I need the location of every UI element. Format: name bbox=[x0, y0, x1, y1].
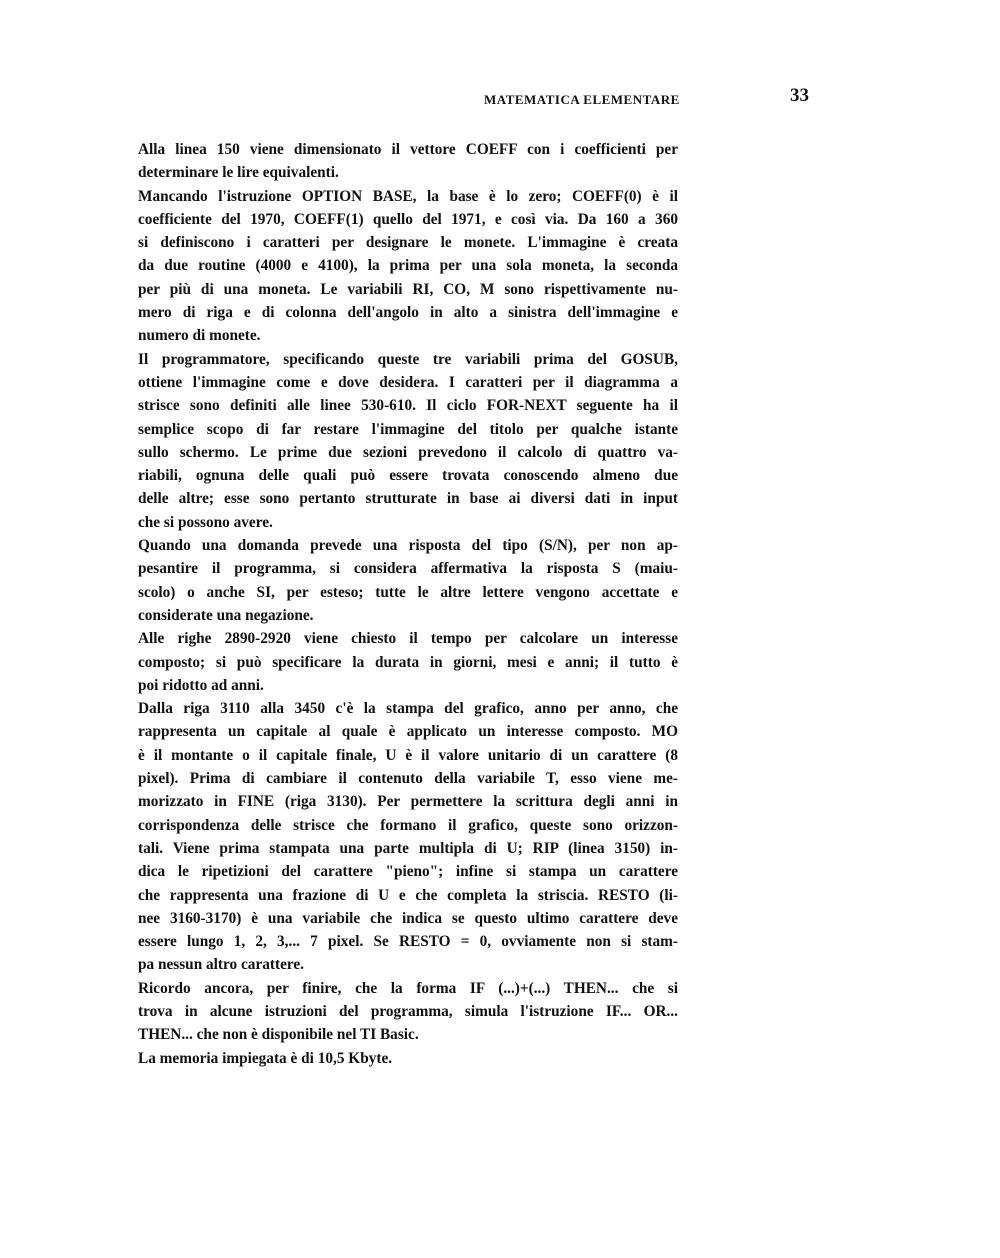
paragraph bbox=[138, 534, 678, 627]
text-line: da due routine (4000 e 4100), la prima per una sola moneta, la seconda bbox=[138, 257, 678, 275]
text-line: pesantire il programma, si considera affermativa la risposta S (maiu- bbox=[138, 560, 678, 578]
text-line: morizzato in FINE (riga 3130). Per permettere la scrittura degli anni in bbox=[138, 793, 678, 811]
text-line: Alla linea 150 viene dimensionato il vettore COEFF con i coefficienti per bbox=[138, 141, 678, 158]
paragraph bbox=[138, 627, 678, 697]
text-line: Il programmatore, specificando queste tre variabili prima del GOSUB, bbox=[138, 350, 678, 368]
body-text bbox=[138, 138, 678, 1070]
paragraph bbox=[138, 348, 678, 534]
text-line: determinare le lire equivalenti. bbox=[138, 164, 339, 182]
text-line: Quando una domanda prevede una risposta del tipo (S/N), per non ap- bbox=[138, 537, 678, 555]
text-line: strisce sono definiti alle linee 530-610. Il ciclo FOR-NEXT seguente ha il bbox=[138, 397, 678, 415]
text-line: dica le ripetizioni del carattere "pieno"; infine si stampa un carattere bbox=[138, 863, 678, 881]
text-line: Mancando l'istruzione OPTION BASE, la base è lo zero; COEFF(0) è il bbox=[138, 187, 678, 205]
text-line: rappresenta un capitale al quale è applicato un interesse composto. MO bbox=[138, 723, 678, 741]
text-line: è il montante o il capitale finale, U è il valore unitario di un carattere (8 bbox=[138, 746, 678, 764]
running-head: MATEMATICA ELEMENTARE bbox=[484, 92, 680, 107]
text-line: trova in alcune istruzioni del programma, simula l'istruzione IF... OR... bbox=[138, 1002, 678, 1020]
text-line: THEN... che non è disponibile nel TI Basic. bbox=[138, 1026, 419, 1044]
text-line: semplice scopo di far restare l'immagine del titolo per qualche istante bbox=[138, 420, 678, 438]
text-line: pa nessun altro carattere. bbox=[138, 956, 304, 974]
text-line: Alle righe 2890-2920 viene chiesto il tempo per calcolare un interesse bbox=[138, 630, 678, 648]
text-line: poi ridotto ad anni. bbox=[138, 676, 264, 694]
page-number: 33 bbox=[790, 85, 809, 106]
text-line: composto; si può specificare la durata in giorni, mesi e anni; il tutto è bbox=[138, 653, 678, 671]
paragraph bbox=[138, 185, 678, 348]
text-line: nee 3160-3170) è una variabile che indica se questo ultimo carattere deve bbox=[138, 909, 678, 927]
text-line: mero di riga e di colonna dell'angolo in alto a sinistra dell'immagine e bbox=[138, 304, 678, 322]
text-line: pixel). Prima di cambiare il contenuto della variabile T, esso viene me- bbox=[138, 770, 678, 788]
text-line: delle altre; esse sono pertanto strutturate in base ai diversi dati in input bbox=[138, 490, 678, 508]
text-line: Dalla riga 3110 alla 3450 c'è la stampa del grafico, anno per anno, che bbox=[138, 700, 678, 718]
text-line: Ricordo ancora, per finire, che la forma IF (...)+(...) THEN... che si bbox=[138, 979, 678, 997]
text-line: coefficiente del 1970, COEFF(1) quello del 1971, e così via. Da 160 a 360 bbox=[138, 210, 678, 228]
paragraph bbox=[138, 977, 678, 1047]
text-line: scolo) o anche SI, per esteso; tutte le altre lettere vengono accettate e bbox=[138, 583, 678, 601]
text-line: ottiene l'immagine come e dove desidera. I caratteri per il diagramma a bbox=[138, 373, 678, 391]
text-line: numero di monete. bbox=[138, 327, 261, 345]
text-line: La memoria impiegata è di 10,5 Kbyte. bbox=[138, 1049, 393, 1067]
text-line: che si possono avere. bbox=[138, 513, 273, 531]
text-line: corrispondenza delle strisce che formano il grafico, queste sono orizzon- bbox=[138, 816, 678, 834]
paragraph bbox=[138, 697, 678, 977]
text-line: riabili, ognuna delle quali può essere trovata conoscendo almeno due bbox=[138, 467, 678, 485]
text-line: essere lungo 1, 2, 3,... 7 pixel. Se RESTO = 0, ovviamente non si stam- bbox=[138, 933, 678, 951]
text-line: sullo schermo. Le prime due sezioni prevedono il calcolo di quattro va- bbox=[138, 443, 678, 461]
paragraph bbox=[138, 1047, 678, 1070]
text-line: che rappresenta una frazione di U e che completa la striscia. RESTO (li- bbox=[138, 886, 678, 904]
text-line: si definiscono i caratteri per designare le monete. L'immagine è creata bbox=[138, 234, 678, 252]
paragraph bbox=[138, 138, 678, 185]
text-line: per più di una moneta. Le variabili RI, CO, M sono rispettivamente nu- bbox=[138, 280, 678, 298]
text-line: tali. Viene prima stampata una parte multipla di U; RIP (linea 3150) in- bbox=[138, 839, 678, 857]
text-line: considerate una negazione. bbox=[138, 606, 314, 624]
